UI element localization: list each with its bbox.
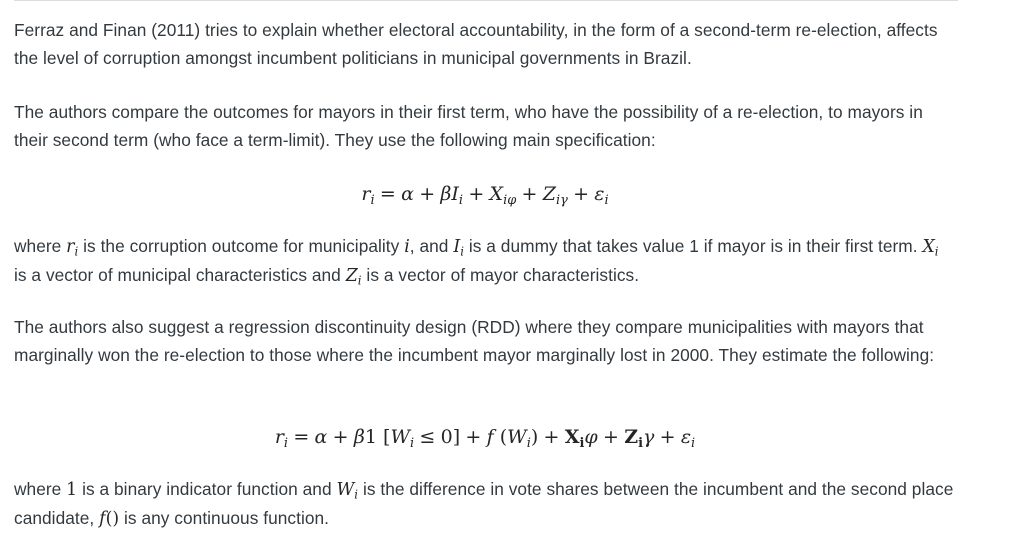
ind-one: 1 [66,480,78,500]
def-text: where [14,236,67,256]
def-text: is a vector of mayor characteristics. [361,265,640,285]
eq2-r: r [274,426,284,448]
eq1-r: r [361,183,371,205]
eq2-leq: ≤ [419,426,436,448]
rdd-equation [0,423,970,452]
def-I-sub: i [460,244,465,259]
def-X-sub: i [934,244,939,259]
def-r: r [66,237,75,257]
eq2-r-sub: i [283,435,289,451]
eq1-alpha: α [401,183,414,205]
eq1-beta-i: βI [440,183,459,205]
def-Z-sub: i [357,273,362,288]
def-text: is a dummy that takes value 1 if mayor is in their first term. [464,236,923,256]
eq1-plus: + [521,183,538,205]
eq2-right-bracket: ] [452,426,461,448]
eq2-plus: + [602,426,619,448]
eq2-f: f [486,426,494,448]
ind-text: is a binary indicator function and [77,479,337,499]
def-Z: Z [345,266,358,286]
eq2-alpha: α [314,426,328,448]
def-I: I [453,237,461,257]
eq2-x-bold: X [564,426,580,448]
eq2-epsilon-sub: i [691,435,696,451]
eq2-phi: φ [584,426,598,448]
comparison-paragraph [14,98,954,154]
definitions-paragraph [14,232,954,290]
eq2-left-paren: ( [499,426,508,448]
def-i: i [404,237,410,257]
eq2-w: W [390,426,410,448]
eq1-z-sub: iγ [555,192,568,208]
ind-text: where [14,479,67,499]
eq1-epsilon: ε [594,183,605,205]
eq2-zero: 0 [440,426,453,448]
indicator-paragraph [14,475,954,533]
eq2-w2-sub: i [526,435,531,451]
eq2-w-sub: i [409,435,415,451]
eq1-epsilon-sub: i [604,192,609,208]
comparison-text: The authors compare the outcomes for mayors in their first term, who have the possibility of a re-election, to mayors in their second term (who face a term-limit). They use the following main specification: [14,102,923,150]
eq1-x: X [489,183,504,205]
def-text: is the corruption outcome for municipality [78,236,405,256]
rdd-text: The authors also suggest a regression discontinuity design (RDD) where they compare municipalities with mayors that marginally won the re-election to those where the incumbent mayor marginally lost in 2000. They estimate the following: [14,317,935,365]
def-X: X [922,237,935,257]
eq1-equals: = [379,183,396,205]
eq2-plus: + [659,426,676,448]
eq2-beta: β [353,426,365,448]
eq2-w2: W [507,426,527,448]
eq2-equals: = [293,426,310,448]
eq2-indicator: 1 [364,426,377,448]
def-text: is a vector of municipal characteristics and [14,265,346,285]
ind-text: is any continuous function. [119,508,330,528]
eq2-left-bracket: [ [383,426,391,448]
eq1-z: Z [542,183,556,205]
eq2-plus: + [543,426,560,448]
intro-text: Ferraz and Finan (2011) tries to explain whether electoral accountability, in the form of a second-term re-election, affects the level of corruption amongst incumbent politicians in municipal governments in Brazil. [14,20,938,68]
eq1-plus: + [573,183,589,205]
def-r-sub: i [74,244,79,259]
eq2-right-paren: ) [530,426,539,448]
top-divider [14,0,958,1]
intro-paragraph [14,16,954,72]
ind-W: W [336,480,355,500]
ind-text: is the difference in vote shares between the incumbent and the second place candidate, [14,479,954,528]
def-text: , and [409,236,454,256]
ind-W-sub: i [354,487,359,502]
eq1-i-sub: i [458,192,464,208]
eq2-z-bold-sub: i [638,435,643,451]
eq2-epsilon: ε [680,426,692,448]
main-specification-equation [0,180,970,209]
eq2-x-bold-sub: i [579,435,585,451]
eq1-plus: + [419,183,436,205]
ind-f: f [99,509,106,529]
eq2-plus: + [332,426,349,448]
eq1-plus: + [468,183,485,205]
eq1-x-sub: iφ [503,192,517,208]
rdd-paragraph [14,313,954,369]
eq2-z-bold: Z [624,426,639,448]
eq2-plus: + [465,426,482,448]
eq1-r-sub: i [370,192,375,208]
ind-paren: () [105,509,120,529]
eq2-gamma: γ [642,426,655,448]
